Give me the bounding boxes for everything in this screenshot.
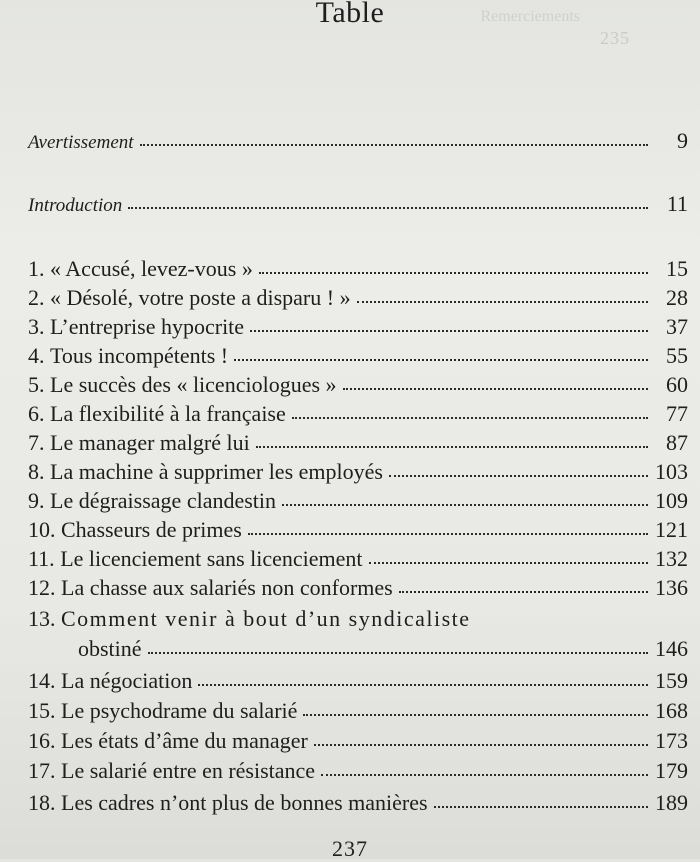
chapter-page: 159 <box>655 668 688 693</box>
dot-leader <box>389 475 648 477</box>
chapter-title: « Désolé, votre poste a disparu ! » <box>50 285 351 310</box>
toc-chapter-12[interactable] <box>28 575 688 601</box>
chapter-number: 12. <box>28 575 56 600</box>
chapter-page: 103 <box>655 459 688 484</box>
chapter-page: 132 <box>655 546 688 571</box>
chapter-number: 13. <box>28 606 56 631</box>
chapter-page: 60 <box>666 372 688 397</box>
toc-entry-page: 9 <box>677 128 688 153</box>
dot-leader <box>259 272 648 274</box>
toc-entry-page: 11 <box>666 191 688 216</box>
chapter-title: La négociation <box>61 668 193 693</box>
chapter-title: Le manager malgré lui <box>50 430 250 455</box>
bleed-through-number: 235 <box>600 28 630 48</box>
toc-chapter-1[interactable] <box>28 256 688 282</box>
chapter-title: La machine à supprimer les employés <box>50 459 383 484</box>
dot-leader <box>343 388 648 390</box>
chapter-number: 1. <box>28 256 45 281</box>
dot-leader <box>321 774 648 776</box>
chapter-title: Le dégraissage clandestin <box>50 488 277 513</box>
chapter-title: Les cadres n’ont plus de bonnes manières <box>61 790 428 815</box>
dot-leader <box>248 533 648 535</box>
chapter-title: Comment venir à bout d’un syndicaliste <box>61 606 471 631</box>
chapter-page: 136 <box>655 575 688 600</box>
chapter-page: 179 <box>655 758 688 783</box>
chapter-number: 15. <box>28 698 56 723</box>
chapter-title: obstiné <box>78 636 142 661</box>
chapter-title: La flexibilité à la française <box>50 401 286 426</box>
chapter-title: Chasseurs de primes <box>61 517 242 542</box>
chapter-page: 15 <box>666 256 688 281</box>
toc-chapter-18[interactable] <box>28 790 688 816</box>
page-number-folio: 237 <box>332 836 368 861</box>
chapter-title: Le licenciement sans licenciement <box>60 546 363 571</box>
chapter-number: 9. <box>28 488 45 513</box>
toc-chapter-5[interactable] <box>28 372 688 398</box>
dot-leader <box>434 806 648 808</box>
chapter-title: L’entreprise hypocrite <box>50 314 245 339</box>
dot-leader <box>256 446 648 448</box>
chapter-page: 173 <box>655 728 688 753</box>
chapter-page: 168 <box>655 698 688 723</box>
chapter-title: « Accusé, levez-vous » <box>50 256 253 281</box>
chapter-title: Le salarié entre en résistance <box>61 758 316 783</box>
toc-entry-introduction[interactable] <box>28 191 688 217</box>
dot-leader <box>250 330 648 332</box>
chapter-page: 55 <box>666 343 688 368</box>
toc-chapter-10[interactable] <box>28 517 688 543</box>
toc-chapter-11[interactable] <box>28 546 688 572</box>
chapter-number: 17. <box>28 758 56 783</box>
chapter-page: 121 <box>655 517 688 542</box>
chapter-number: 16. <box>28 728 56 753</box>
chapter-page: 77 <box>666 401 688 426</box>
toc-chapter-4[interactable] <box>28 343 688 369</box>
toc-entry-avertissement[interactable] <box>28 128 688 154</box>
chapter-title: Les états d’âme du manager <box>61 728 308 753</box>
dot-leader <box>198 684 648 686</box>
chapter-page: 109 <box>655 488 688 513</box>
toc-chapter-7[interactable] <box>28 430 688 456</box>
dot-leader <box>128 207 648 209</box>
dot-leader <box>282 504 648 506</box>
chapter-number: 2. <box>28 285 45 310</box>
chapter-number: 4. <box>28 343 45 368</box>
chapter-page: 37 <box>666 314 688 339</box>
dot-leader <box>369 562 648 564</box>
dot-leader <box>140 144 648 146</box>
chapter-title: Le succès des « licenciologues » <box>50 372 337 397</box>
toc-chapter-8[interactable] <box>28 459 688 485</box>
chapter-title: Le psychodrame du salarié <box>61 698 298 723</box>
toc-chapter-2[interactable] <box>28 285 688 311</box>
chapter-number: 11. <box>28 546 55 571</box>
page-title: Table <box>315 0 385 29</box>
toc-chapter-16[interactable] <box>28 728 688 754</box>
chapter-number: 14. <box>28 668 56 693</box>
toc-chapter-6[interactable] <box>28 401 688 427</box>
chapter-title: La chasse aux salariés non conformes <box>61 575 393 600</box>
chapter-number: 8. <box>28 459 45 484</box>
toc-chapter-14[interactable] <box>28 668 688 694</box>
toc-entry-title: Avertissement <box>28 132 134 153</box>
bleed-through-text: Remerciements <box>480 8 580 25</box>
toc-chapter-13[interactable] <box>28 606 505 632</box>
dot-leader <box>399 591 648 593</box>
toc-chapter-13-continued[interactable] <box>78 636 688 662</box>
chapter-number: 18. <box>28 790 56 815</box>
chapter-page: 87 <box>666 430 688 455</box>
toc-entry-title: Introduction <box>28 195 123 216</box>
chapter-page: 189 <box>655 790 688 815</box>
chapter-number: 3. <box>28 314 45 339</box>
chapter-page: 28 <box>666 285 688 310</box>
dot-leader <box>303 714 648 716</box>
chapter-number: 7. <box>28 430 45 455</box>
chapter-title: Tous incompétents ! <box>50 343 229 368</box>
chapter-page: 146 <box>655 636 688 661</box>
chapter-number: 5. <box>28 372 45 397</box>
dot-leader <box>234 359 648 361</box>
toc-chapter-15[interactable] <box>28 698 688 724</box>
toc-chapter-9[interactable] <box>28 488 688 514</box>
dot-leader <box>148 652 648 654</box>
dot-leader <box>292 417 648 419</box>
chapter-number: 10. <box>28 517 56 542</box>
dot-leader <box>357 301 648 303</box>
toc-chapter-17[interactable] <box>28 758 688 784</box>
chapter-number: 6. <box>28 401 45 426</box>
dot-leader <box>314 744 648 746</box>
toc-chapter-3[interactable] <box>28 314 688 340</box>
